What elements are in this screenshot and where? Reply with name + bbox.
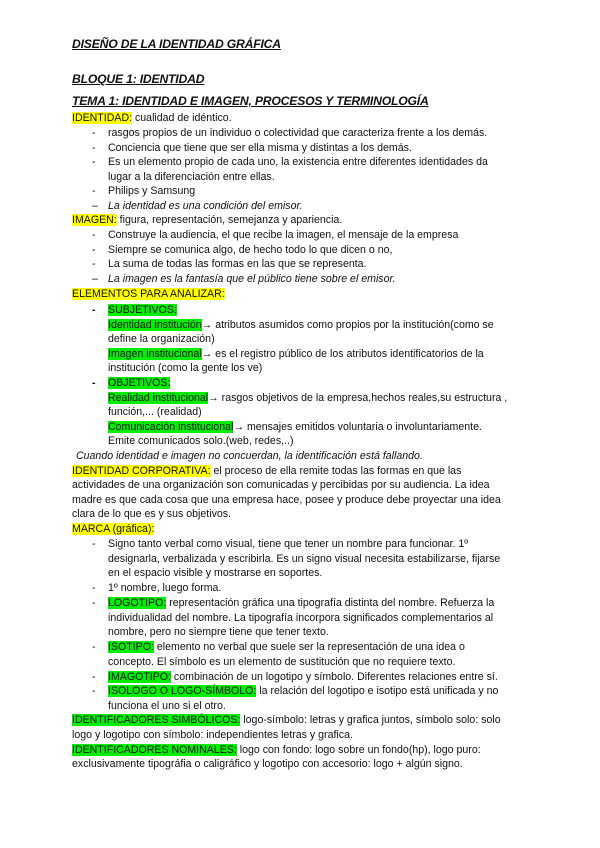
isologo-definition: ISOLOGO O LOGO-SÍMBOLO: la relación del logotipo e isotipo está unificada y no bbox=[108, 685, 499, 697]
comunicacion-institucional: Comunicación institucional→ mensajes emitidos voluntaria o involuntariamente. bbox=[108, 421, 482, 433]
nominales-definition: IDENTIFICADORES NOMINALES: logo con fondo: logo sobre un fondo(hp), logo puro: bbox=[72, 744, 481, 756]
isologo-cont: funciona el uno si el otro. bbox=[108, 700, 226, 712]
bullet-dash: - bbox=[92, 685, 96, 697]
bullet-dash: - bbox=[92, 582, 96, 594]
objetivos-label: OBJETIVOS: bbox=[108, 377, 171, 389]
bullet-dash: - bbox=[92, 671, 96, 683]
list-item: rasgos propios de un individuo o colectividad que caracteriza frente a los demás. bbox=[108, 127, 488, 139]
comunicacion-institucional-cont: Emite comunicados solo.(web, redes,..) bbox=[108, 435, 294, 447]
realidad-institucional-cont: función,... (realidad) bbox=[108, 406, 202, 418]
list-item: Philips y Samsung bbox=[108, 185, 196, 197]
document-title: DISEÑO DE LA IDENTIDAD GRÁFICA bbox=[72, 37, 281, 51]
imagen-institucional: Imagen institucional→ es el registro público de los atributos identificatorios de la bbox=[108, 348, 484, 360]
bullet-dash: - bbox=[92, 304, 96, 316]
bullet-dash: - bbox=[92, 127, 96, 139]
bullet-dash: – bbox=[92, 273, 98, 285]
corporativa-line: actividades de una organización son comunicadas y percibidas por su audiencia. La idea bbox=[72, 479, 490, 491]
subjetivos-label: SUBJETIVOS: bbox=[108, 304, 177, 316]
simbolicos-definition: IDENTIFICADORES SIMBÓLICOS: logo-símbolo: letras y grafica juntos, símbolo solo: solo bbox=[72, 714, 501, 726]
simbolicos-cont: logo y logotipo con símbolo: independientes letras y grafica. bbox=[72, 729, 353, 741]
marca-heading: MARCA (gráfica): bbox=[72, 523, 155, 535]
marca-orden: 1º nombre, luego forma. bbox=[108, 582, 222, 594]
bullet-dash: - bbox=[92, 538, 96, 550]
corporativa-line: clara de lo que es y sus objetivos. bbox=[72, 508, 231, 520]
marca-signo-cont: en el espacio visible y mostrarse en soportes. bbox=[108, 567, 323, 579]
bloque-heading: BLOQUE 1: IDENTIDAD bbox=[72, 72, 205, 86]
list-item: Siempre se comunica algo, de hecho todo lo que dicen o no, bbox=[108, 244, 393, 256]
elementos-note: Cuando identidad e imagen no concuerdan, la identificación está fallando. bbox=[76, 450, 423, 462]
bullet-dash: - bbox=[92, 244, 96, 256]
identidad-institucion: Identidad institución→ atributos asumidos como propios por la institución(como se bbox=[108, 319, 494, 331]
imagen-term: IMAGEN: bbox=[72, 214, 117, 226]
imagen-note: La imagen es la fantasía que el público tiene sobre el emisor. bbox=[108, 273, 396, 285]
bullet-dash: - bbox=[92, 258, 96, 270]
tema-heading: TEMA 1: IDENTIDAD E IMAGEN, PROCESOS Y TERMINOLOGÍA bbox=[72, 94, 429, 108]
bullet-dash: - bbox=[92, 156, 96, 168]
bullet-dash: - bbox=[92, 597, 96, 609]
bullet-dash: - bbox=[92, 142, 96, 154]
logotipo-cont: nombre, pero no siempre tiene que tener texto. bbox=[108, 626, 329, 638]
bullet-dash: - bbox=[92, 377, 96, 389]
imagen-definition: IMAGEN: figura, representación, semejanza y apariencia. bbox=[72, 214, 343, 226]
corporativa-line: madre es que cada cosa que una empresa hace, posee y produce debe proyectar una idea bbox=[72, 494, 501, 506]
elementos-heading: ELEMENTOS PARA ANALIZAR: bbox=[72, 288, 225, 300]
imagotipo-definition: IMAGOTIPO: combinación de un logotipo y símbolo. Diferentes relaciones entre sí. bbox=[108, 671, 498, 683]
list-item: Construye la audiencia, el que recibe la imagen, el mensaje de la empresa bbox=[108, 229, 459, 241]
nominales-cont: exclusivamente tipográfia o caligráfico y logotipo con accesorio: logo + algún signo. bbox=[72, 758, 463, 770]
list-item: Conciencia que tiene que ser ella misma y distintas a los demás. bbox=[108, 142, 412, 154]
realidad-institucional: Realidad institucional→ rasgos objetivos de la empresa,hechos reales,su estructura , bbox=[108, 392, 508, 404]
corporativa-definition: IDENTIDAD CORPORATIVA: el proceso de ella remite todas las formas en que las bbox=[72, 465, 462, 477]
imagen-institucional-cont: institución (como la gente los ve) bbox=[108, 362, 263, 374]
marca-signo: Signo tanto verbal como visual, tiene que tener un nombre para funcionar. 1º bbox=[108, 538, 469, 550]
logotipo-definition: LOGOTIPO: representación gráfica una tipografía distinta del nombre. Refuerza la bbox=[108, 597, 495, 609]
list-item: Es un elemento propio de cada uno, la existencia entre diferentes identidades da bbox=[108, 156, 488, 168]
isotipo-definition: ISOTIPO: elemento no verbal que suele ser la representación de una idea o bbox=[108, 641, 465, 653]
identidad-definition: IDENTIDAD: cualidad de idéntico. bbox=[72, 112, 232, 124]
identidad-institucion-cont: define la organización) bbox=[108, 333, 215, 345]
bullet-dash: – bbox=[92, 200, 98, 212]
bullet-dash: - bbox=[92, 641, 96, 653]
list-item: La suma de todas las formas en las que se representa. bbox=[108, 258, 367, 270]
identidad-note: La identidad es una condición del emisor. bbox=[108, 200, 303, 212]
bullet-dash: - bbox=[92, 229, 96, 241]
list-item-cont: lugar a la diferenciación entre ellas. bbox=[108, 171, 275, 183]
identidad-term: IDENTIDAD: bbox=[72, 112, 133, 124]
logotipo-cont: individualidad del nombre. La tipografía incorpora significados complementarios al bbox=[108, 612, 494, 624]
isotipo-cont: concepto. El símbolo es un elemento de sustitución que no requiere texto. bbox=[108, 656, 456, 668]
marca-signo-cont: designarla, verbalizada y escribirla. Es un signo visual necesita estabilizarse, fijarse bbox=[108, 553, 501, 565]
bullet-dash: - bbox=[92, 185, 96, 197]
